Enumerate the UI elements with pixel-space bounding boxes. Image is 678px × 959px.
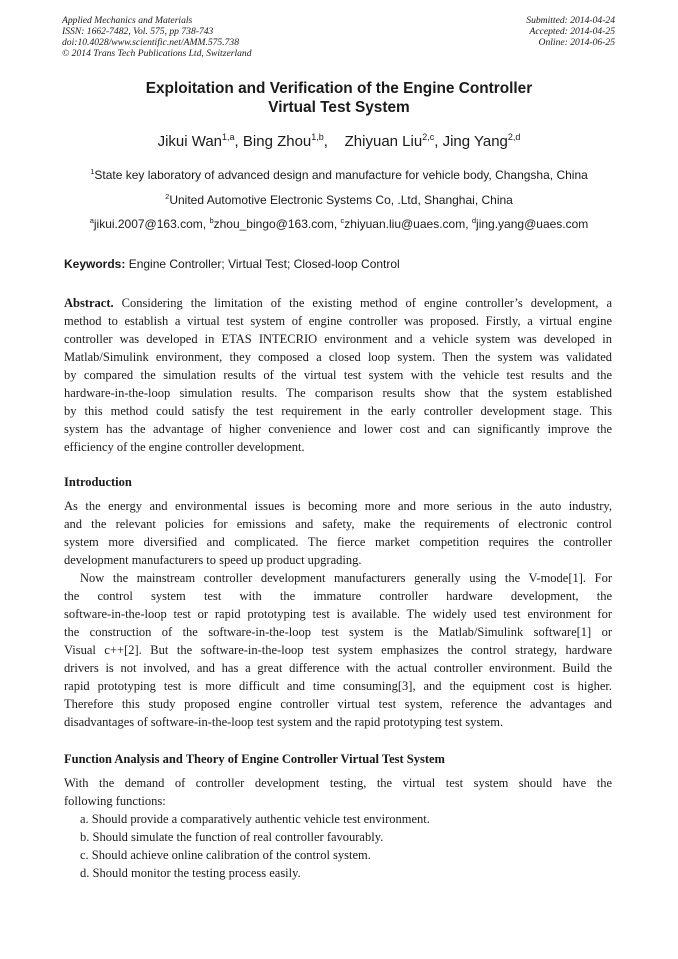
submitted-date: Submitted: 2014-04-24 bbox=[526, 15, 615, 26]
author-name: Jing Yang bbox=[442, 133, 508, 150]
affiliation-text: State key laboratory of advanced design and manufacture for vehicle body, Changsha, China bbox=[94, 168, 588, 182]
introduction-para-2 bbox=[64, 569, 612, 731]
body-line: rapid prototyping test is more difficult and time consuming[3], and the equipment cost is higher. bbox=[64, 679, 612, 693]
title-line-1: Exploitation and Verification of the Engine Controller bbox=[145, 80, 533, 97]
body-line: the construction of the software-in-the-loop test system is the Matlab/Simulink software[1] or bbox=[64, 625, 612, 639]
body-line: software-in-the-loop test or rapid prototyping test is available. The widely used test environment for bbox=[64, 607, 612, 621]
abstract-line: controller was developed in ETAS INTECRIO environment and a vehicle system was developed in bbox=[64, 332, 612, 346]
email-text: zhiyuan.liu@uaes.com, bbox=[344, 217, 472, 231]
dates-info bbox=[526, 15, 615, 48]
body-line: Therefore this study proposed engine controller virtual test system, reference the advantages and bbox=[64, 697, 612, 711]
body-line: With the demand of controller development testing, the virtual test system should have the bbox=[64, 776, 612, 790]
affiliation-sup: 1 bbox=[90, 167, 95, 176]
body-line: As the energy and environmental issues is becoming more and more serious in the auto industry, bbox=[64, 499, 612, 513]
email-sup: c bbox=[340, 216, 345, 225]
email-sup: b bbox=[209, 216, 214, 225]
introduction-para-1 bbox=[64, 497, 612, 569]
title-line-2: Virtual Test System bbox=[268, 99, 410, 116]
abstract-line: hardware-in-the-loop simulation results. The comparison results show that the system established bbox=[64, 386, 612, 400]
author-sup: 1,a bbox=[222, 132, 235, 142]
body-line: and the relevant policies for emissions and safety, make the requirements of electronic control bbox=[64, 517, 612, 531]
accepted-date: Accepted: 2014-04-25 bbox=[529, 26, 615, 37]
abstract-line: Matlab/Simulink environment, they composed a closed loop system. Then the system was validated bbox=[64, 350, 612, 364]
body-line: disadvantages of software-in-the-loop test system and the rapid prototyping test system. bbox=[64, 715, 504, 729]
author-sep: , bbox=[234, 133, 243, 150]
online-date: Online: 2014-06-25 bbox=[538, 37, 615, 48]
list-item: d. Should monitor the testing process easily. bbox=[80, 866, 301, 880]
email-text: jing.yang@uaes.com bbox=[476, 217, 589, 231]
introduction-heading: Introduction bbox=[64, 475, 132, 489]
doi-line: doi:10.4028/www.scientific.net/AMM.575.738 bbox=[62, 37, 240, 48]
journal-info bbox=[62, 15, 252, 59]
body-line: Visual c++[2]. But the software-in-the-loop test system emphasizes the control strategy, hardware bbox=[64, 643, 612, 657]
author-sup: 2,d bbox=[507, 132, 521, 142]
paper-title bbox=[60, 79, 618, 117]
body-line: drivers is not involved, and has a great difference with the actual controller environment. Build the bbox=[64, 661, 612, 675]
copyright-line: © 2014 Trans Tech Publications Ltd, Switzerland bbox=[62, 48, 252, 59]
body-line: system more diversified and complicated. The fierce market competition requires the controller bbox=[64, 535, 612, 549]
journal-name: Applied Mechanics and Materials bbox=[62, 15, 193, 26]
function-list bbox=[80, 810, 430, 882]
author-name: Jikui Wan bbox=[157, 133, 223, 150]
abstract bbox=[64, 294, 612, 456]
keywords-label: Keywords: bbox=[64, 257, 126, 271]
affiliation-1 bbox=[60, 168, 618, 182]
abstract-line-text: Considering the limitation of the existing method of engine controller’s development, a bbox=[113, 296, 612, 310]
abstract-line: system has the advantage of higher convenience and lower cost and can significantly improve the bbox=[64, 422, 612, 436]
abstract-line: method to establish a virtual test system of engine controller was proposed. Firstly, a virtual engine bbox=[64, 314, 612, 328]
author-name: Bing Zhou bbox=[242, 133, 312, 150]
abstract-line: efficiency of the engine controller development. bbox=[64, 440, 305, 454]
abstract-line: by this method could satisfy the test requirement in the early controller development stage. This bbox=[64, 404, 612, 418]
author-name: Zhiyuan Liu bbox=[344, 133, 423, 150]
affiliation-text: United Automotive Electronic Systems Co, .Ltd, Shanghai, China bbox=[169, 193, 513, 207]
body-line: following functions: bbox=[64, 794, 166, 808]
body-line: development manufacturers to speed up product upgrading. bbox=[64, 553, 362, 567]
abstract-label: Abstract. bbox=[64, 296, 114, 310]
author-list bbox=[60, 132, 618, 152]
list-item: a. Should provide a comparatively authentic vehicle test environment. bbox=[80, 812, 430, 826]
author-sup: 1,b bbox=[311, 132, 324, 142]
list-item: c. Should achieve online calibration of the control system. bbox=[80, 848, 371, 862]
email-sup: d bbox=[471, 216, 477, 225]
function-analysis-para bbox=[64, 774, 612, 810]
author-sep: , bbox=[323, 133, 345, 150]
abstract-line: by compared the simulation results of the virtual test system with the vehicle test results and the bbox=[64, 368, 612, 382]
affiliation-sup: 2 bbox=[165, 192, 170, 201]
author-sup: 2,c bbox=[422, 132, 435, 142]
body-line: Now the mainstream controller development manufacturers generally using the V-mode[1]. For bbox=[80, 571, 612, 585]
affiliation-2 bbox=[60, 193, 618, 207]
keywords-text: Engine Controller; Virtual Test; Closed-loop Control bbox=[125, 257, 400, 271]
list-item: b. Should simulate the function of real controller favourably. bbox=[80, 830, 384, 844]
email-text: jikui.2007@163.com, bbox=[93, 217, 210, 231]
keywords bbox=[64, 257, 400, 271]
email-sup: a bbox=[89, 216, 94, 225]
body-line: the control system test with the immature controller hardware development, the bbox=[64, 589, 612, 603]
email-list bbox=[60, 217, 618, 231]
issn-line: ISSN: 1662-7482, Vol. 575, pp 738-743 bbox=[62, 26, 214, 37]
abstract-line bbox=[64, 294, 612, 312]
email-text: zhou_bingo@163.com, bbox=[213, 217, 341, 231]
function-analysis-heading: Function Analysis and Theory of Engine Controller Virtual Test System bbox=[64, 752, 445, 766]
author-sep: , bbox=[434, 133, 443, 150]
